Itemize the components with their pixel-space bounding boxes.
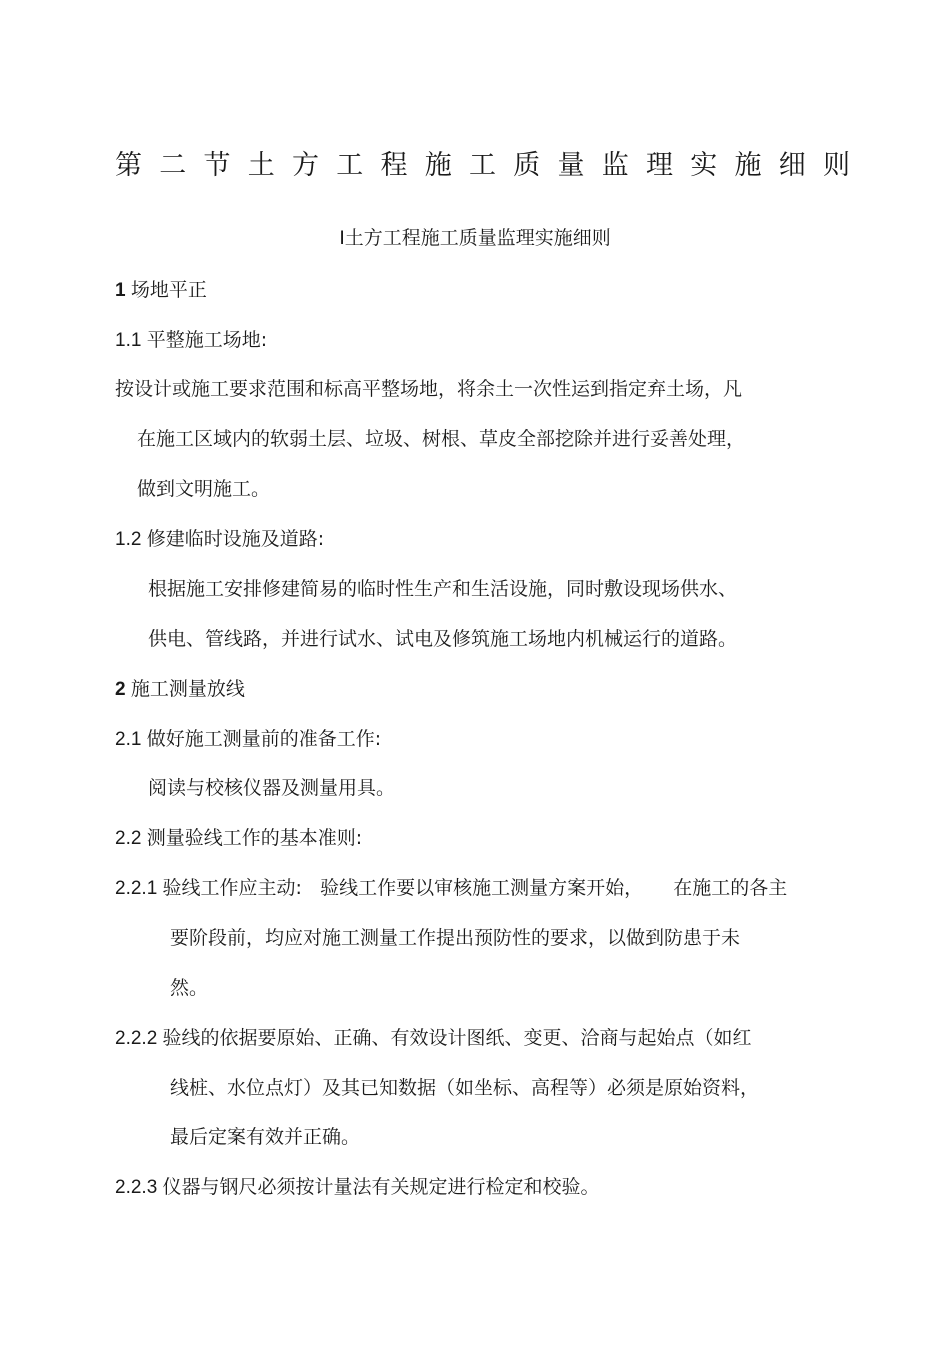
title-char: 理 <box>646 150 673 181</box>
paragraph-line <box>170 976 208 1000</box>
title-char: 细 <box>778 150 806 181</box>
section-line <box>115 527 324 552</box>
line-text: 在施工区域内的软弱土层、垃圾、树根、草皮全部挖除并进行妥善处理， <box>137 428 746 450</box>
title-char: 第 <box>115 150 142 181</box>
line-text: 仪器与钢尺必须按计量法有关规定进行检定和校验。 <box>162 1176 600 1198</box>
section-line <box>115 328 267 353</box>
line-text: 然。 <box>170 977 209 999</box>
section-subtitle: Ⅰ土方工程施工质量监理实施细则 <box>339 227 611 249</box>
section-number: 2.2 <box>115 828 147 849</box>
section-number: 2.2.3 <box>115 1177 163 1198</box>
line-text: 线桩、水位点灯）及其已知数据（如坐标、高程等）必须是原始资料， <box>170 1077 760 1099</box>
paragraph-line <box>137 427 745 451</box>
title-char: 方 <box>292 150 319 181</box>
line-text: 最后定案有效并正确。 <box>170 1126 361 1148</box>
title-char: 则 <box>823 150 850 181</box>
title-char: 工 <box>336 150 364 181</box>
paragraph-line <box>170 926 740 950</box>
section-number: 1.2 <box>115 529 147 550</box>
paragraph-line <box>148 577 737 601</box>
title-char: 监 <box>601 150 629 181</box>
title-char: 实 <box>690 150 718 181</box>
section-line <box>115 1026 752 1051</box>
title-char: 施 <box>424 150 452 181</box>
section-number: 2.1 <box>115 729 147 750</box>
paragraph-line <box>170 1076 759 1100</box>
paragraph-line <box>170 1125 360 1149</box>
line-text: 验线的依据要原始、正确、有效设计图纸、变更、洽商与起始点（如红 <box>162 1027 752 1049</box>
line-text: 要阶段前，均应对施工测量工作提出预防性的要求，以做到防患于未 <box>170 927 741 949</box>
paragraph-line <box>148 776 395 800</box>
title-char: 土 <box>247 150 275 181</box>
title-char: 质 <box>513 150 541 181</box>
line-text: 阅读与校核仪器及测量用具。 <box>148 777 396 799</box>
page-title <box>115 148 850 184</box>
section-number: 1 <box>115 280 131 301</box>
line-text: 修建临时设施及道路: <box>146 528 325 550</box>
section-line <box>115 677 245 702</box>
line-text: 做到文明施工。 <box>137 478 271 500</box>
line-text: 平整施工场地: <box>146 329 268 351</box>
line-text: 按设计或施工要求范围和标高平整场地，将余土一次性运到指定弃土场，凡 <box>115 378 743 400</box>
line-text: 验线工作应主动: 验线工作要以审核施工测量方案开始， 在施工的各主 <box>162 877 788 899</box>
title-char: 量 <box>557 150 585 181</box>
title-char: 二 <box>159 150 187 181</box>
paragraph-line <box>137 477 270 501</box>
title-char: 施 <box>734 150 762 181</box>
section-number: 1.1 <box>115 330 147 351</box>
line-text: 测量验线工作的基本准则: <box>146 827 363 849</box>
line-text: 供电、管线路，并进行试水、试电及修筑施工场地内机械运行的道路。 <box>148 628 738 650</box>
paragraph-line <box>148 627 737 651</box>
line-text: 根据施工安排修建简易的临时性生产和生活设施，同时敷设现场供水、 <box>148 578 738 600</box>
paragraph-line <box>115 377 742 401</box>
section-number: 2.2.1 <box>115 878 163 899</box>
title-char: 节 <box>203 150 231 181</box>
section-line <box>115 876 787 901</box>
section-line <box>115 826 362 851</box>
line-text: 做好施工测量前的准备工作: <box>146 728 382 750</box>
section-number: 2.2.2 <box>115 1028 163 1049</box>
line-text: 场地平正 <box>130 279 207 301</box>
title-char: 程 <box>380 150 408 181</box>
title-char: 工 <box>469 150 496 181</box>
section-line <box>115 1175 600 1200</box>
section-line <box>115 278 207 303</box>
line-text: 施工测量放线 <box>130 678 245 700</box>
section-number: 2 <box>115 679 131 700</box>
section-line <box>115 727 381 752</box>
